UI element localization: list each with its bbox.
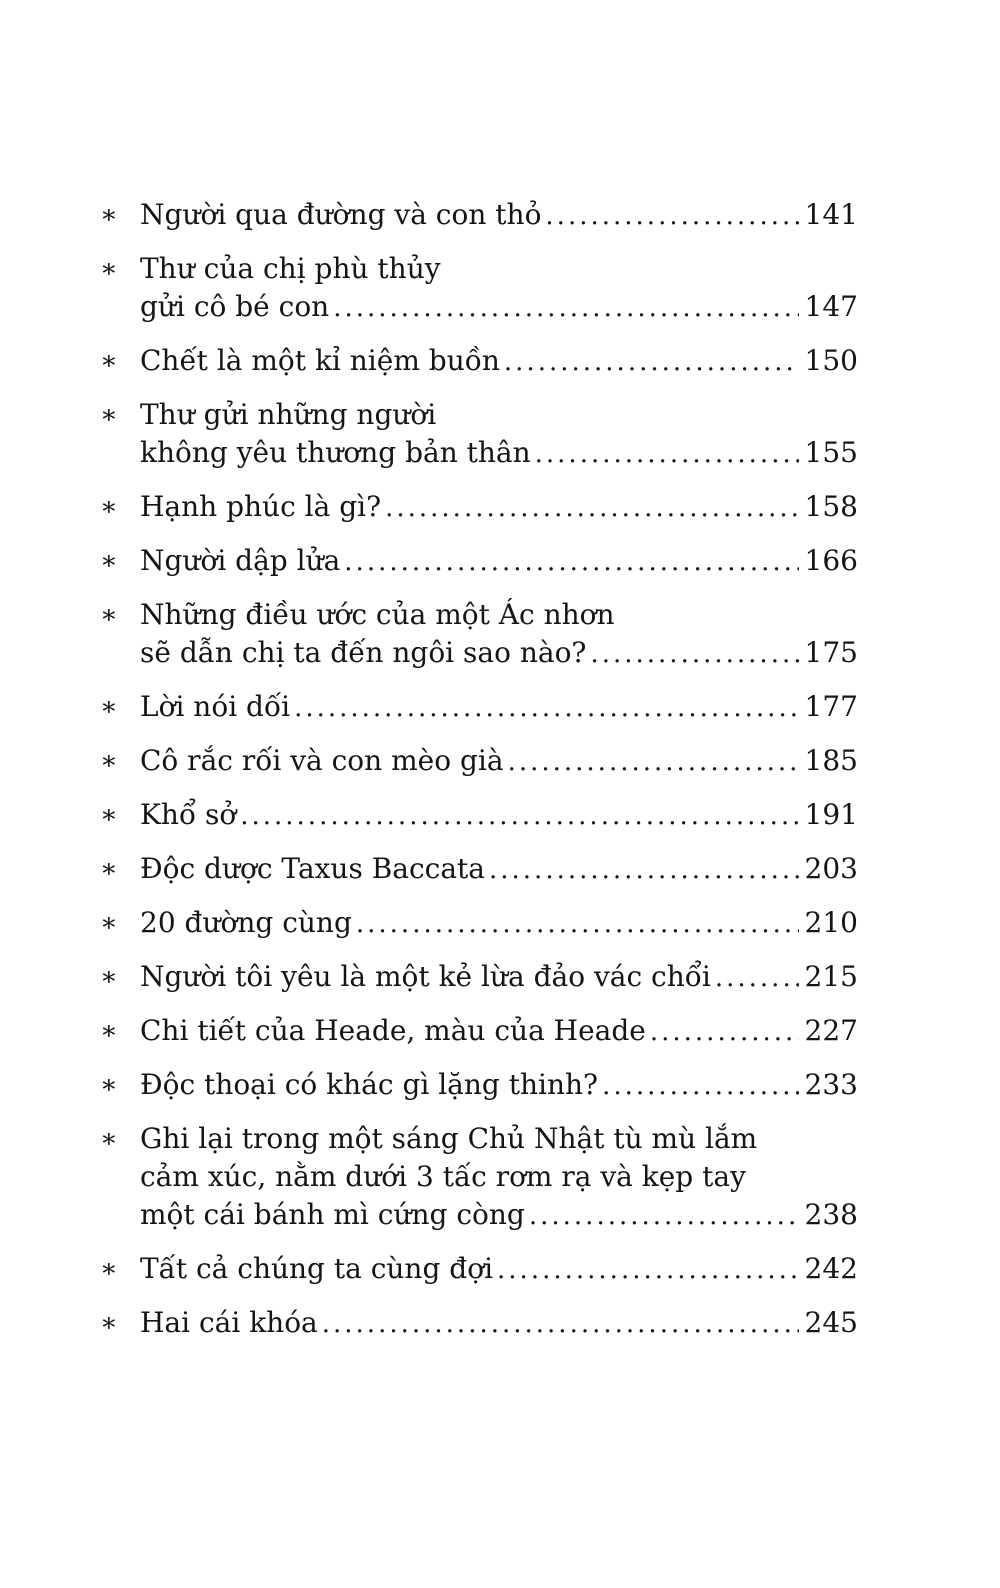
toc-entry <box>100 850 858 889</box>
asterisk-bullet-icon: ∗ <box>100 492 118 522</box>
asterisk-bullet-icon: ∗ <box>100 346 118 376</box>
dot-leader <box>497 1251 799 1289</box>
toc-entry-content <box>140 596 858 673</box>
asterisk-bullet-icon: ∗ <box>100 854 118 884</box>
toc-page-number: 155 <box>804 436 858 469</box>
toc-entry <box>100 396 858 473</box>
toc-entry <box>100 688 858 727</box>
dot-leader <box>529 1197 799 1235</box>
asterisk-bullet-icon: ∗ <box>100 1016 118 1046</box>
toc-entry-content <box>140 904 858 943</box>
toc-entry-content <box>140 1066 858 1105</box>
toc-entry-title: Người dập lửa <box>140 544 341 577</box>
asterisk-bullet-icon: ∗ <box>100 1254 118 1284</box>
toc-page-number: 158 <box>804 490 858 523</box>
toc-entry <box>100 904 858 943</box>
toc-page-number: 238 <box>804 1198 858 1231</box>
toc-entry-title: Độc dược Taxus Baccata <box>140 852 485 885</box>
toc-entry-content <box>140 1250 858 1289</box>
toc-page-number: 141 <box>804 198 858 231</box>
asterisk-bullet-icon: ∗ <box>100 1124 118 1154</box>
toc-entry <box>100 250 858 327</box>
toc-page-number: 242 <box>804 1252 858 1285</box>
toc-entry <box>100 196 858 235</box>
toc-page-number: 203 <box>804 852 858 885</box>
asterisk-bullet-icon: ∗ <box>100 600 118 630</box>
toc-entry-line <box>140 342 858 381</box>
dot-leader <box>650 1013 799 1051</box>
dot-leader <box>602 1067 798 1105</box>
toc-entry-title: Khổ sở <box>140 798 237 831</box>
toc-entry-title: không yêu thương bản thân <box>140 436 531 469</box>
dot-leader <box>333 289 798 327</box>
toc-entry <box>100 1250 858 1289</box>
toc-entry-line <box>140 196 858 235</box>
asterisk-bullet-icon: ∗ <box>100 692 118 722</box>
toc-page-number: 177 <box>804 690 858 723</box>
dot-leader <box>356 905 799 943</box>
toc-entry-title: Người tôi yêu là một kẻ lừa đảo vác chổi <box>140 960 711 993</box>
toc-entry-content <box>140 958 858 997</box>
toc-entry-line <box>140 742 858 781</box>
toc-entry-line <box>140 904 858 943</box>
toc-entry-title: Tất cả chúng ta cùng đợi <box>140 1252 494 1285</box>
dot-leader <box>590 635 798 673</box>
dot-leader <box>545 197 798 235</box>
toc-entry <box>100 958 858 997</box>
toc-entry-title: Độc thoại có khác gì lặng thinh? <box>140 1068 599 1101</box>
toc-page-number: 175 <box>804 636 858 669</box>
asterisk-bullet-icon: ∗ <box>100 746 118 776</box>
dot-leader <box>508 743 799 781</box>
toc-entry <box>100 542 858 581</box>
dot-leader <box>715 959 799 997</box>
toc-entry-line: cảm xúc, nằm dưới 3 tấc rơm rạ và kẹp tay <box>140 1160 746 1193</box>
dot-leader <box>240 797 798 835</box>
toc-entry-line <box>140 796 858 835</box>
toc-entry-title: Người qua đường và con thỏ <box>140 198 542 231</box>
toc-entry-content <box>140 342 858 381</box>
toc-entry-line <box>140 958 858 997</box>
toc-entry-content <box>140 850 858 889</box>
dot-leader <box>535 435 799 473</box>
toc-entry <box>100 1012 858 1051</box>
toc-page-number: 227 <box>804 1014 858 1047</box>
toc-entry-line <box>140 434 858 473</box>
toc-page-number: 185 <box>804 744 858 777</box>
asterisk-bullet-icon: ∗ <box>100 908 118 938</box>
toc-entry <box>100 796 858 835</box>
toc-entry-line <box>140 634 858 673</box>
toc-entry <box>100 742 858 781</box>
toc-page-number: 166 <box>804 544 858 577</box>
toc-entry-title: Chết là một kỉ niệm buồn <box>140 344 500 377</box>
toc-page-number: 147 <box>804 290 858 323</box>
toc-page-number: 191 <box>804 798 858 831</box>
toc-page-number: 215 <box>804 960 858 993</box>
asterisk-bullet-icon: ∗ <box>100 800 118 830</box>
toc-entry-content <box>140 196 858 235</box>
toc-entry-title: sẽ dẫn chị ta đến ngôi sao nào? <box>140 636 587 669</box>
asterisk-bullet-icon: ∗ <box>100 254 118 284</box>
toc-entry-line <box>140 850 858 889</box>
toc-entry-content <box>140 688 858 727</box>
asterisk-bullet-icon: ∗ <box>100 200 118 230</box>
toc-entry-content <box>140 1304 858 1343</box>
toc-entry-content <box>140 796 858 835</box>
toc-entry-title: Hạnh phúc là gì? <box>140 490 382 523</box>
toc-entry-line <box>140 1250 858 1289</box>
toc-entry-title: Lời nói dối <box>140 690 291 723</box>
dot-leader <box>489 851 799 889</box>
toc-entry-content <box>140 396 858 473</box>
toc-entry-line <box>140 1012 858 1051</box>
toc-entry-title: gửi cô bé con <box>140 290 330 323</box>
asterisk-bullet-icon: ∗ <box>100 1308 118 1338</box>
toc-entry-content <box>140 488 858 527</box>
toc-entry-line: Thư gửi những người <box>140 398 437 431</box>
toc-entry-title: một cái bánh mì cứng còng <box>140 1198 525 1231</box>
toc-entry-content <box>140 742 858 781</box>
toc-entry <box>100 1304 858 1343</box>
dot-leader <box>385 489 798 527</box>
toc-entry-line <box>140 288 858 327</box>
toc-entry <box>100 596 858 673</box>
toc-entry-line <box>140 688 858 727</box>
dot-leader <box>344 543 798 581</box>
toc-entry <box>100 1120 858 1235</box>
toc-entry-line: Những điều ước của một Ác nhơn <box>140 598 615 631</box>
dot-leader <box>322 1305 799 1343</box>
dot-leader <box>504 343 799 381</box>
toc-entry-line: Ghi lại trong một sáng Chủ Nhật tù mù lắm <box>140 1122 758 1155</box>
dot-leader <box>294 689 798 727</box>
toc-entry-title: 20 đường cùng <box>140 906 352 939</box>
toc-entry <box>100 1066 858 1105</box>
toc-entry <box>100 342 858 381</box>
toc-page-number: 233 <box>804 1068 858 1101</box>
asterisk-bullet-icon: ∗ <box>100 546 118 576</box>
toc-entry-title: Cô rắc rối và con mèo già <box>140 744 504 777</box>
asterisk-bullet-icon: ∗ <box>100 1070 118 1100</box>
toc-entry-line <box>140 542 858 581</box>
toc-entry-line <box>140 1304 858 1343</box>
table-of-contents <box>100 196 858 1343</box>
toc-page-number: 150 <box>804 344 858 377</box>
asterisk-bullet-icon: ∗ <box>100 962 118 992</box>
toc-entry-title: Hai cái khóa <box>140 1306 318 1339</box>
toc-entry-content <box>140 250 858 327</box>
toc-entry <box>100 488 858 527</box>
toc-entry-line <box>140 1066 858 1105</box>
asterisk-bullet-icon: ∗ <box>100 400 118 430</box>
toc-entry-line <box>140 1196 858 1235</box>
toc-entry-title: Chi tiết của Heade, màu của Heade <box>140 1014 646 1047</box>
toc-entry-content <box>140 542 858 581</box>
toc-entry-content <box>140 1012 858 1051</box>
toc-page-number: 210 <box>804 906 858 939</box>
toc-entry-line: Thư của chị phù thủy <box>140 252 441 285</box>
toc-page-number: 245 <box>804 1306 858 1339</box>
toc-entry-content <box>140 1120 858 1235</box>
toc-entry-line <box>140 488 858 527</box>
